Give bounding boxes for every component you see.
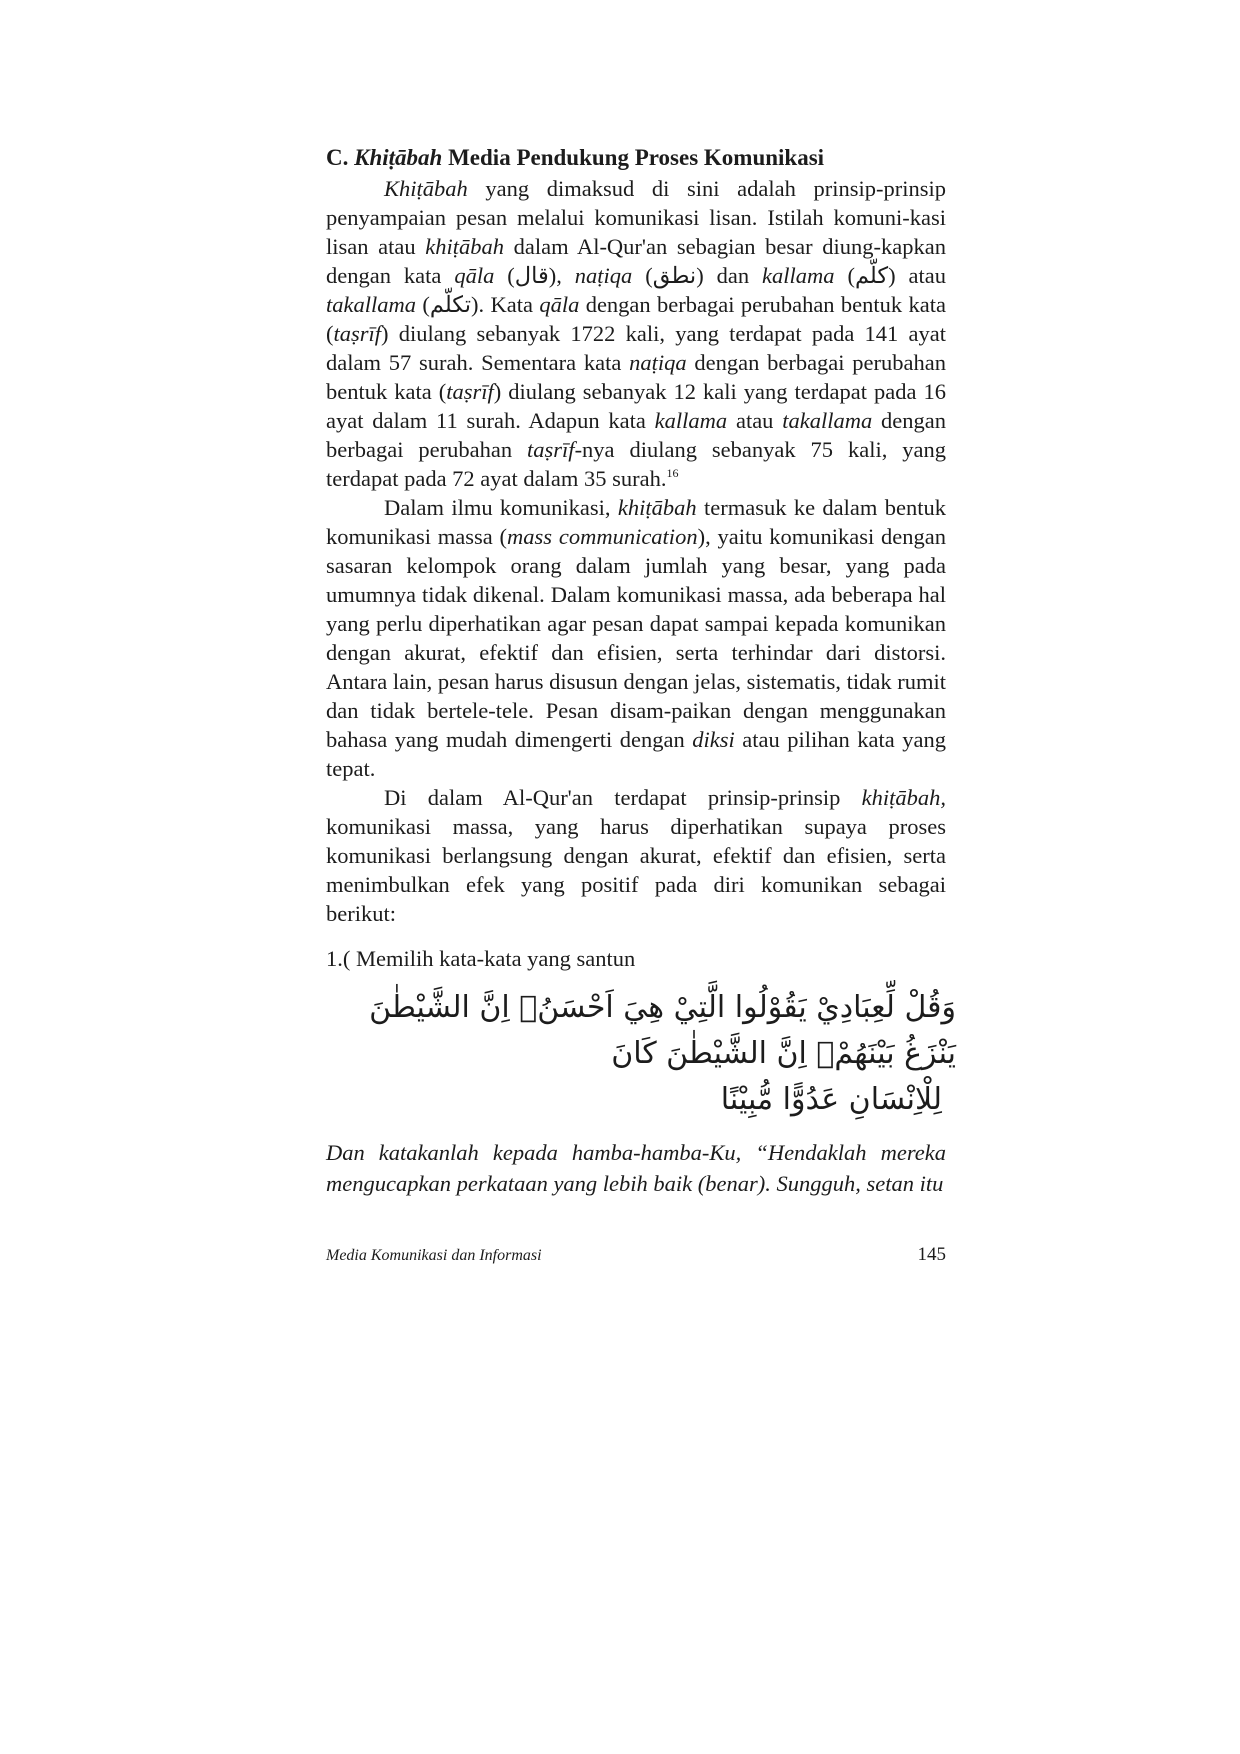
p1-term: taṣrīf [333,321,382,346]
p2-text: atau pilihan kata yang tepat. [326,727,946,781]
section-heading [326,143,946,172]
list-item-1: 1.( Memilih kata-kata yang santun [326,946,636,971]
p1-text: (تكلّم). Kata [416,292,540,317]
p1-text: (كلّم) atau [834,263,946,288]
p1-term: taṣrīf [446,379,494,404]
p1-text: dalam Al-Qur'an sebagian besar diung-kapkan dengan kata [326,234,946,288]
p1-term: naṭiqa [574,263,633,288]
p1-term: naṭiqa [629,350,687,375]
p1-term: takallama [326,292,416,317]
p1-text: dengan berbagai perubahan bentuk kata ( [326,350,947,404]
p2-term: khiṭābah [617,495,697,520]
p1-term: Khiṭābah [384,176,468,201]
p3-text: komunikasi massa, yang harus diperhatikan supaya proses komunikasi berlangsung dengan akurat, efektif dan efisien, serta menimbulkan efek yang positif pada diri komunikan sebagai berikut: [326,814,946,926]
p1-term: khiṭābah [425,234,504,259]
verse-line-2: لِلْاِنْسَانِ عَدُوًّا مُّبِيْنًا [720,1082,942,1117]
p2-text: ), yaitu komunikasi dengan sasaran kelompok orang dalam jumlah yang besar, yang pada umumnya tidak dikenal. Dalam komunikasi massa, ada beberapa hal yang perlu diperhatikan agar pesan dapat sampai kepada komunikan dengan akurat, efektif dan efisien, serta terhindar dari distorsi. Antara lain, pesan harus disusun dengan jelas, sistematis, tidak rumit dan tidak bertele-tele. Pesan disam-paikan dengan menggunakan bahasa yang mudah dimengerti dengan [326,524,946,752]
heading-term: Khiṭābah [354,145,443,170]
p3-term: khiṭābah, [861,785,946,810]
p1-text: yang dimaksud di sini adalah prinsip-prinsip penyampaian pesan melalui komunikasi lisan. Istilah komuni-kasi lisan atau [326,176,946,259]
paragraph-1 [326,174,946,493]
paragraph-2 [326,493,946,783]
footer-book-title: Media Komunikasi dan Informasi [326,1247,542,1264]
footnote-marker[interactable]: 16 [666,466,679,480]
p2-text: termasuk ke dalam bentuk komunikasi massa ( [326,495,946,549]
p2-term: mass communication [507,524,698,549]
p1-term: qāla [454,263,495,288]
p2-text: Dalam ilmu komunikasi, [384,495,618,520]
p1-term: qāla [539,292,580,317]
heading-rest: Media Pendukung Proses Komunikasi [442,145,825,170]
p3-text: Di dalam Al-Qur'an terdapat prinsip-prinsip [384,785,862,810]
p1-text: -nya diulang sebanyak 75 kali, yang terdapat pada 72 ayat dalam 35 surah. [326,437,947,491]
p1-text: atau [727,408,783,433]
p1-text: (نطق) dan [632,263,763,288]
p1-term: takallama [782,408,873,433]
paragraph-3 [326,783,946,928]
p1-term: taṣrīf [527,437,575,462]
p1-term: kallama [654,408,728,433]
p1-text: dengan berbagai perubahan bentuk kata ( [326,292,946,346]
p1-text: ) diulang sebanyak 12 kali yang terdapat pada 16 ayat dalam 11 surah. Adapun kata [326,379,946,433]
text-block [326,143,956,1199]
p2-term: diksi [692,727,735,752]
p1-text: (قال), [494,263,575,288]
p1-text: ) diulang sebanyak 1722 kali, yang terdapat pada 141 ayat dalam 57 surah. Sementara kata [326,321,946,375]
heading-prefix: C. [326,145,355,170]
page-number: 145 [917,1244,946,1265]
verse-line-1: وَقُلْ لِّعِبَادِيْ يَقُوْلُوا الَّتِيْ هِيَ اَحْسَنُۗ اِنَّ الشَّيْطٰنَ يَنْزَغُ بَيْنَهُمْۗ اِنَّ الشَّيْطٰنَ كَانَ [369,990,956,1071]
quran-verse [326,985,956,1123]
p1-term: kallama [762,263,835,288]
p1-text: dengan berbagai perubahan [326,408,946,462]
verse-translation: Dan katakanlah kepada hamba-hamba-Ku, “Hendaklah mereka mengucapkan perkataan yang lebih baik (benar). Sungguh, setan itu [326,1140,946,1196]
